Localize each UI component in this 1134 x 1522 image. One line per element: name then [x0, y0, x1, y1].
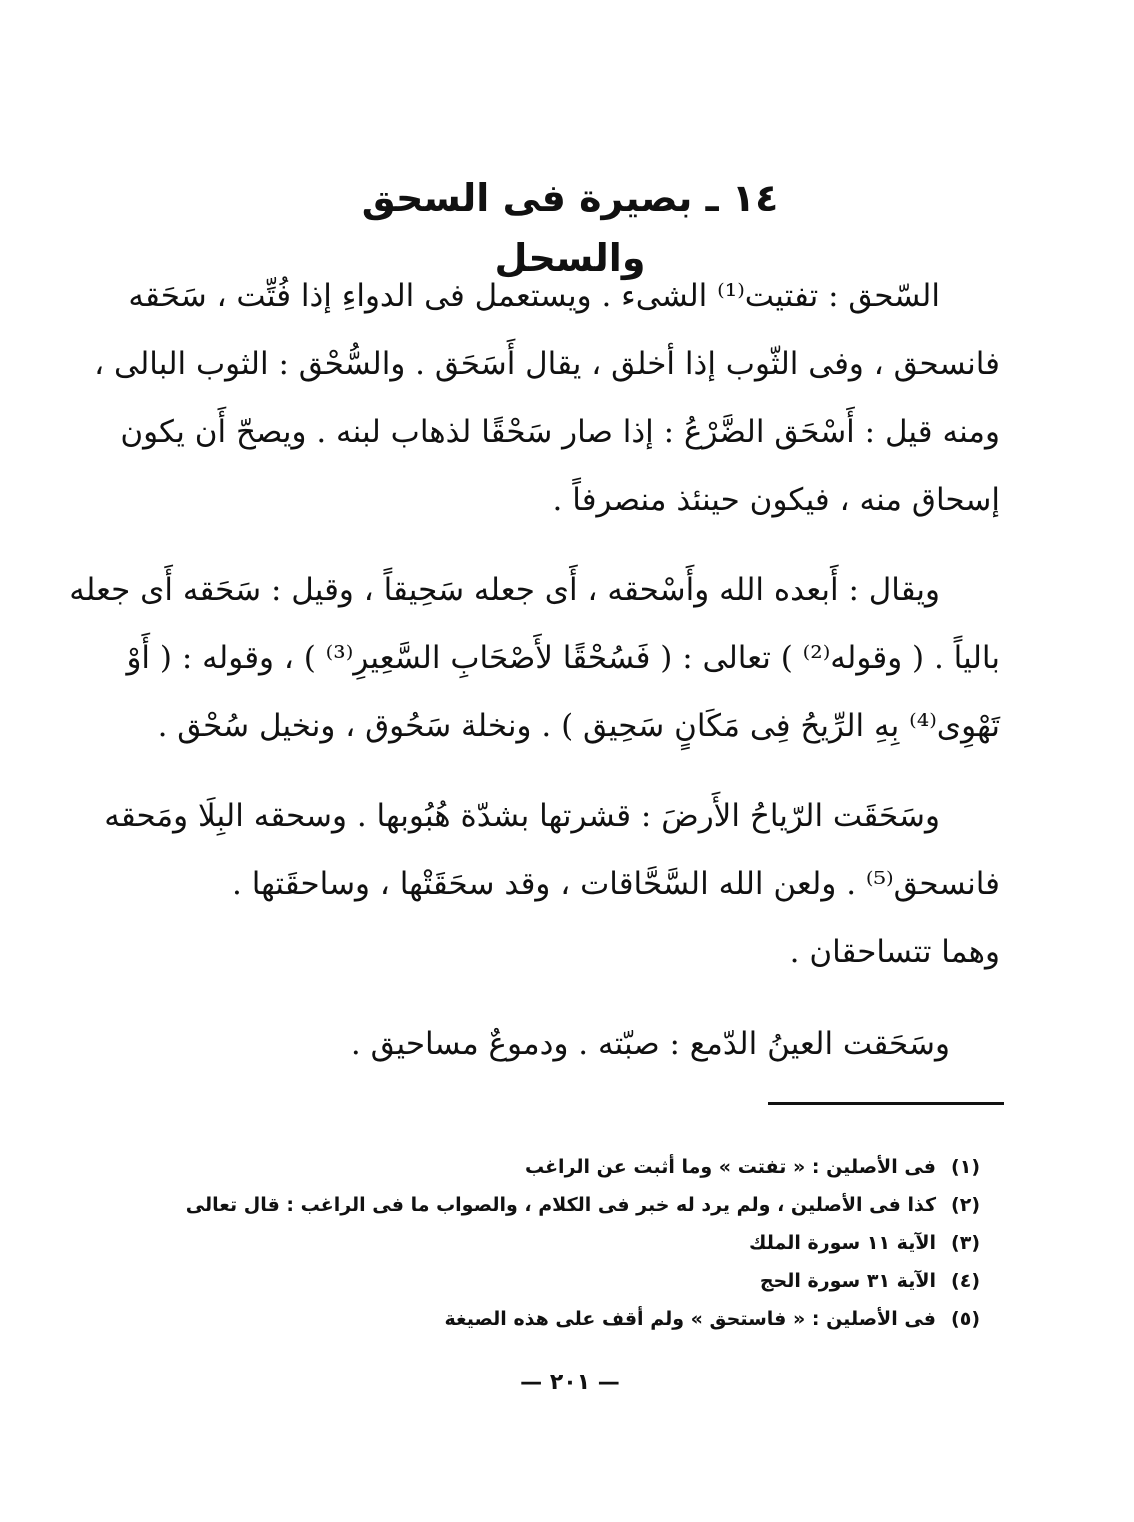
footnote-number: (٤) [951, 1270, 980, 1292]
text-line: فانسحق ، وفى الثّوب إذا أخلق ، يقال أَسَحَق . والسُّحْق : الثوب البالى ، [94, 346, 1000, 382]
footnote [120, 1186, 980, 1224]
footnote [120, 1262, 980, 1300]
footnote-text: فى الأصلين : « تفتت » وما أثبت عن الراغب [524, 1156, 936, 1178]
footnote-text: كذا فى الأصلين ، ولم يرد له خبر فى الكلام ، والصواب ما فى الراغب : قال تعالى [185, 1194, 936, 1216]
footnote [120, 1300, 980, 1338]
paragraph-ayn [300, 1010, 950, 1078]
text-line: وهما تتساحقان . [789, 934, 1000, 970]
footnote-number: (٥) [951, 1308, 980, 1330]
footnote [120, 1224, 980, 1262]
text-line: وسَحَقَت الرّياحُ الأَرضَ : قشرتها بشدّة هُبُوبها . وسحقه البِلَا ومَحقه [104, 798, 940, 834]
footnote-divider [768, 1102, 1004, 1105]
paragraph-ab3adahu [69, 556, 1000, 760]
text-line: ويقال : أَبعده الله وأَسْحقه ، أَى جعله سَحِيقاً ، وقيل : سَحَقه أَى جعله [69, 572, 940, 608]
section-title: ١٤ ـ بصيرة فى السحق والسحل [361, 176, 779, 280]
footnote [120, 1148, 980, 1186]
paragraph-sahq [94, 262, 1000, 534]
footnote-number: (٢) [951, 1194, 980, 1216]
footnote-text: الآية ٣١ سورة الحج [759, 1270, 936, 1292]
footnote-number: (١) [951, 1156, 980, 1178]
text-line: بالياً . ( وقوله⁽²⁾ ) تعالى : ( فَسُحْقًا لأَصْحَابِ السَّعِيرِ⁽³⁾ ) ، وقوله : ( أَوْ [126, 640, 1000, 676]
footnotes [120, 1148, 980, 1338]
paragraph-riyah [104, 782, 1000, 986]
footnote-text: الآية ١١ سورة الملك [749, 1232, 936, 1254]
text-line: إسحاق منه ، فيكون حينئذ منصرفاً . [552, 482, 1000, 518]
text-line: فانسحق⁽⁵⁾ . ولعن الله السَّحَّاقات ، وقد سحَقَتْها ، وساحقَتها . [231, 866, 1000, 902]
page-number: — ٢٠١ — [520, 1370, 620, 1395]
text-line: السّحق : تفتيت⁽¹⁾ الشىء . ويستعمل فى الدواءِ إذا فُتِّت ، سَحَقه [128, 278, 940, 314]
footnote-text: فى الأصلين : « فاستحق » ولم أقف على هذه الصيغة [444, 1308, 936, 1330]
text-line: تَهْوِى⁽⁴⁾ بِهِ الرِّيحُ فِى مَكَانٍ سَحِيق ) . ونخلة سَحُوق ، ونخيل سُحْق . [157, 708, 1000, 744]
footnote-number: (٣) [951, 1232, 980, 1254]
text-line: ومنه قيل : أَسْحَق الضَّرْعُ : إذا صار سَحْقًا لذهاب لبنه . ويصحّ أَن يكون [120, 414, 1000, 450]
text-line: وسَحَقت العينُ الدّمع : صبّته . ودموعٌ مساحيق . [350, 1026, 950, 1062]
